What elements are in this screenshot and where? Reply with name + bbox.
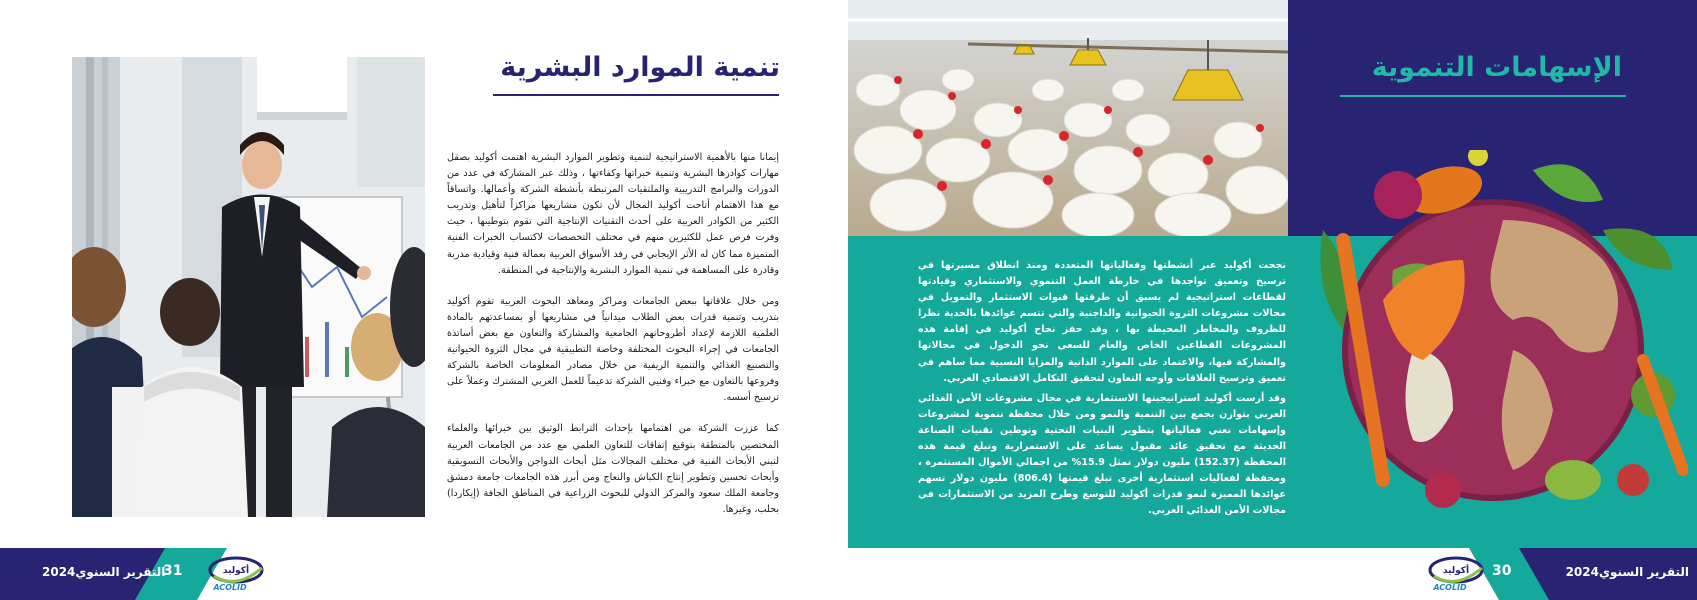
page-30	[848, 0, 1697, 600]
paragraph: ومن خلال علاقاتها ببعض الجامعات ومراكز ومعاهد البحوث العربية تقوم أكوليد بتدريب وتنمية قدرات بعض الطلاب ميدانياً في مشاريعها أو بمساعدتهم بالمادة العلمية اللازمة لإعداد أطروحاتهم الجامعية والمشاركة والتعاون مع بعض أساتذة الجامعات في إجراء البحوث المختلفة وخاصة التطبيقية في مجال الثروة الحيوانية والتصنيع الغذائي والتنمية الريفية من خلال مصادر المعلومات الخاصة بالشركة وفروعها بالتعاون مع خبراء وفنيي الشركة تدعيماً للعمل العربي المشترك وعملاً على ترسيخ أسسه.	[447, 295, 779, 404]
title-underline	[1340, 95, 1626, 97]
paragraph: إيمانا منها بالأهمية الاستراتيجية لتنمية وتطوير الموارد البشرية اهتمت أكوليد بصقل مهارات كوادرها البشرية وتنمية خبراتها وكفاءتها ، وذلك عبر المشاركة في عدد من الدورات والبرامج التدريبية والملتقيات المرتبطة بأنشطة الشركة وأعمالها. واتساقاً مع هذا الاهتمام أتاحت أكوليد المجال لأن تكون مشاريعها مراكزاً لتأهيل وتدريب الكثير من الكوادر العربية على أحدث التقنيات الإنتاجية التي تقوم بتوطينها ، حيث وفرت فرص عمل للكثيرين منهم في مختلف التخصصات لاكتساب الخبرات الفنية المتميزة مما كان له الأثر الإيجابي في رفد الأسواق العربية بعمالة فنية وقيادية مدربة وقادرة على المساهمة في تنمية الموارد البشرية والإنتاجية في المنطقة.	[447, 152, 779, 276]
paragraph: نجحت أكوليد عبر أنشطتها وفعالياتها المتعددة ومنذ انطلاق مسيرتها في ترسيخ وتعميق تواجدها في خارطة العمل التنموي والاستثماري وقيادتها لقطاعات استراتيجية لم يسبق أن طرقتها قنوات الاستثمار والتمويل في مجالات مشروعات الثروة الحيوانية والداجنية والتي تتسم عوائدها بالحدية نظرا للظروف والمخاطر المحيطة بها ، وقد حفز نجاح أكوليد في إقامة هذه المشروعات القطاعين الخاص والعام للسعي نحو الدخول في مجالاتها والمشاركة فيها، والاعتماد على الموارد الذاتية والمزايا النسبية مما ساهم في تعميق وترسيخ العلاقات وأوجه التعاون لتحقيق التكامل الاقتصادي العربي.	[918, 260, 1286, 384]
page-number: 30	[1492, 563, 1512, 579]
title-underline	[493, 94, 779, 96]
acolid-logo	[200, 554, 266, 594]
training-photo	[72, 57, 425, 517]
report-label: التقرير السنوي2024	[42, 565, 166, 579]
body-text	[918, 258, 1286, 524]
paragraph: وقد أرست أكوليد استراتيجيتها الاستثمارية في مجال مشروعات الأمن الغذائي العربي بتوازن يجمع بين التنمية والنمو ومن خلال محفظة تنموية لمشروعات وإسهامات تعني فعالياتها بتطوير البنيات التحتية وتوطين تقنيات الصناعة الحديثة مع تحقيق عائد مقبول يساعد على الاستمرارية وتبلغ قيمة هذه المحفظة (152.37) مليون دولار تمثل 15.9% من اجمالي الأموال المستثمرة ، ومحفظة لفعاليات استثمارية أخرى تبلغ قيمتها (806.4) مليون دولار تسهم عوائدها المميزة لنمو قدرات أكوليد للتوسع وطرح المزيد من الاستثمارات في مجالات الأمن الغذائي العربي.	[918, 392, 1287, 517]
page-footer	[848, 548, 1697, 600]
svg-text:ACOLID: ACOLID	[1433, 583, 1467, 592]
svg-text:أكوليد: أكوليد	[222, 566, 250, 576]
poultry-farm-photo	[848, 0, 1288, 236]
svg-text:ACOLID: ACOLID	[213, 583, 247, 592]
page-footer	[0, 548, 848, 600]
page-title: تنمية الموارد البشرية	[500, 52, 780, 83]
paragraph: كما عززت الشركة من اهتمامها بإحداث الترابط الوثيق بين خبرائها والعلماء المختصين بالمنطقة بتوقيع إتفاقات للتعاون العلمي مع عدد من الجامعات العربية لتبني الأبحاث الفنية في مختلف المجالات مثل أبحاث الدواجن والأبحاث التسويقية وأبحاث تحسين وتطوير إنتاج الكباش والنعاج ومن أبرز هذه الجامعات جامعة دمشق وجامعة الملك سعود والمركز الدولي للبحوث الزراعية في المناطق الجافة (إيكاردا) بحلب، وغيرها.	[447, 423, 779, 515]
body-text	[447, 150, 779, 533]
svg-text:أكوليد: أكوليد	[1442, 566, 1470, 576]
acolid-logo	[1420, 554, 1486, 594]
page-number: 31	[163, 563, 183, 579]
vegetable-globe-illustration	[1303, 150, 1688, 510]
report-label: التقرير السنوي2024	[1565, 565, 1689, 579]
page-title: الإسهامات التنموية	[1371, 52, 1622, 83]
page-31	[0, 0, 848, 600]
